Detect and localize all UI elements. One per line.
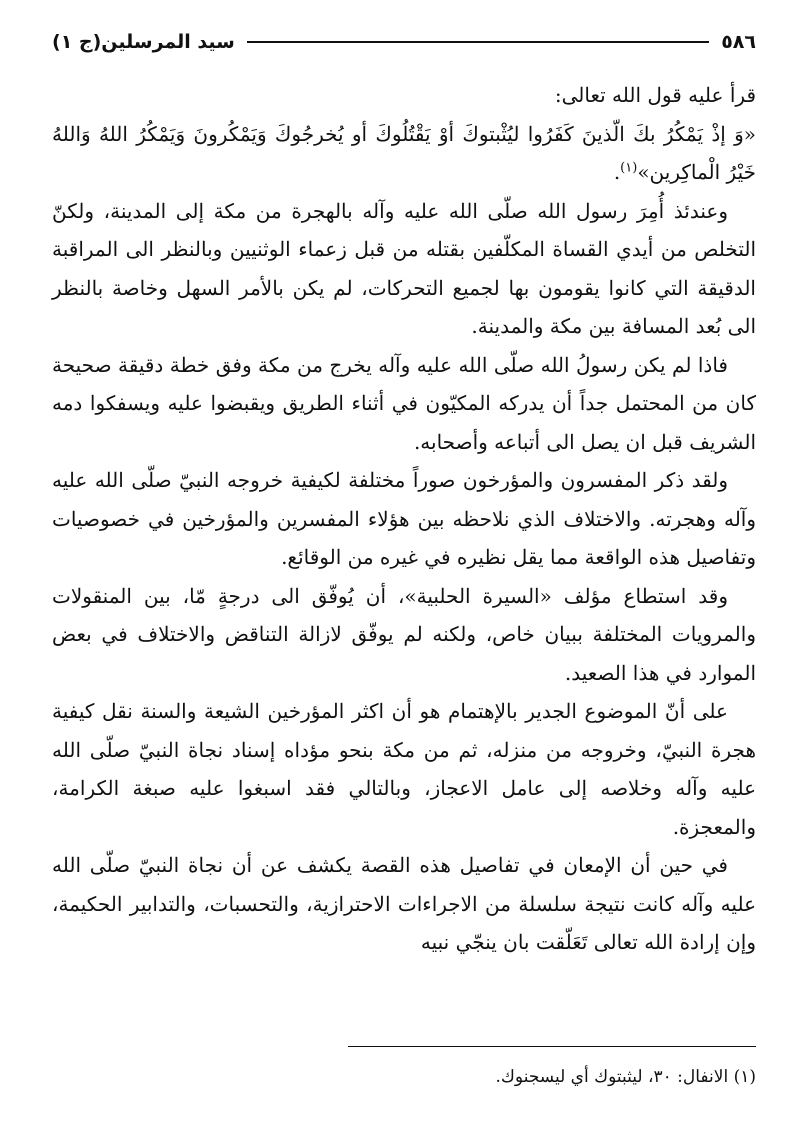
body-text xyxy=(52,76,756,962)
paragraph: في حين أن الإمعان في تفاصيل هذه القصة يكشف عن أن نجاة النبيّ صلّى الله عليه وآله كانت نتيجة سلسلة من الاجراءات الاحترازية، والتحسبات، والتدابير الحكيمة، وإن إرادة الله تعالى تَعَلّقت بان ينجّي نبيه xyxy=(52,853,756,954)
footnote-reference: (١) xyxy=(620,160,638,176)
paragraph: وعندئذ أُمِرَ رسول الله صلّى الله عليه وآله بالهجرة من مكة إلى المدينة، ولكنّ التخلص من أيدي القساة المكلّفين بقتله من قبل زعماء الوثنيين وبالنظر الى المراقبة الدقيقة التي كانوا يقومون بها لجميع التحركات، لم يكن بالأمر السهل وخاصة بالنظر الى بُعد المسافة بين مكة والمدينة. xyxy=(52,198,756,338)
paragraph: على أنّ الموضوع الجدير بالإهتمام هو أن اكثر المؤرخين الشيعة والسنة نقل كيفية هجرة النبيّ، وخروجه من منزله، ثم من مكة بنحو مؤداه إسناد نجاة النبيّ صلّى الله عليه وآله وخلاصه إلى عامل الاعجاز، وبالتالي فقد اسبغوا عليه صبغة الكرامة، والمعجزة. xyxy=(52,699,756,839)
verse-text: «وَ إذْ يَمْكُرُ بكَ الّذينَ كَفَرُوا ليُثْبتوكَ أوْ يَقْتُلُوكَ أو يُخرجُوكَ وَيَمْكُرونَ وَيَمْكُرُ اللهُ وَاللهُ خَيْرُ الْماكِرين» xyxy=(52,121,756,184)
verse-end: . xyxy=(613,160,621,184)
running-title: سيد المرسلين(ج ١) xyxy=(52,31,235,53)
footnote: (١) الانفال: ٣٠، ليثبتوك أي ليسجنوك. xyxy=(495,1067,756,1087)
page xyxy=(52,22,756,962)
paragraph: وقد استطاع مؤلف «السيرة الحلبية»، أن يُوفّق الى درجةٍ مّا، بين المنقولات والمرويات المختلفة ببيان خاص، ولكنه لم يوفّق لازالة التناقض والاختلاف في بعض الموارد في هذا الصعيد. xyxy=(52,583,756,685)
paragraph: قرأ عليه قول الله تعالى: xyxy=(554,83,756,107)
paragraph: ولقد ذكر المفسرون والمؤرخون صوراً مختلفة لكيفية خروجه النبيّ صلّى الله عليه وآله وهجرته. والاختلاف الذي نلاحظه بين هؤلاء المفسرين والمؤرخين في خصوصيات وتفاصيل هذه الواقعة مما يقل نظيره في غيره من الوقائع. xyxy=(52,468,756,569)
footnote-rule xyxy=(348,1046,756,1047)
page-number: ٥٨٦ xyxy=(721,31,756,53)
paragraph: فاذا لم يكن رسولُ الله صلّى الله عليه وآله يخرج من مكة وفق خطة دقيقة صحيحة كان من المحتمل جداً أن يدركه المكيّون في أثناء الطريق ويقبضوا عليه ويسفكوا دمه الشريف قبل ان يصل الى أتباعه وأصحابه. xyxy=(52,352,756,454)
header-rule xyxy=(247,41,709,43)
quran-verse xyxy=(52,115,756,192)
running-header xyxy=(52,22,756,62)
